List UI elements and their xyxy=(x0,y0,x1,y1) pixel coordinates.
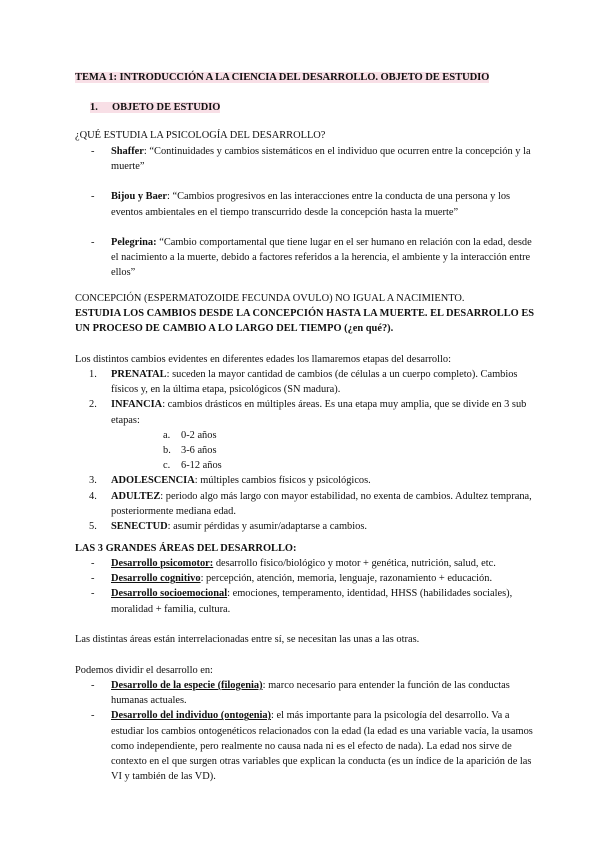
document-title xyxy=(75,69,535,86)
definition-item: - Shaffer: “Continuidades y cambios sistemáticos en el individuo que ocurren entre la concepción y la muerte” xyxy=(75,144,535,174)
definition-text: “Continuidades y cambios sistemáticos en el individuo que ocurren entre la concepción y la muerte” xyxy=(111,146,531,173)
area-item: - Desarrollo socioemocional: emociones, temperamento, identidad, HHSS (habilidades sociales), moralidad + familia, cultura. xyxy=(75,586,535,616)
stage-item: 4. ADULTEZ: periodo algo más largo con mayor estabilidad, no exenta de cambios. Adultez temprana, posteriormente mediana edad. xyxy=(89,490,532,517)
definition-author: Bijou y Baer xyxy=(111,191,167,203)
title-highlight: TEMA 1: INTRODUCCIÓN A LA CIENCIA DEL DESARROLLO. OBJETO DE ESTUDIO xyxy=(75,72,490,83)
division-list xyxy=(75,678,535,784)
area-name: Desarrollo socioemocional xyxy=(111,588,228,600)
area-item: - Desarrollo cognitivo: percepción, atención, memoria, lenguaje, razonamiento + educación. xyxy=(75,571,535,586)
area-name: Desarrollo psicomotor: xyxy=(111,558,214,569)
definitions-list xyxy=(75,144,535,295)
substages-list xyxy=(111,428,535,474)
concepcion-note: CONCEPCIÓN (ESPERMATOZOIDE FECUNDA OVULO) NO IGUAL A NACIMIENTO. xyxy=(75,293,465,304)
substage-item: a. 0-2 años xyxy=(163,429,217,441)
substage-item: b. 3-6 años xyxy=(163,445,217,457)
stage-item: 5. SENECTUD: asumir pérdidas y asumir/adaptarse a cambios. xyxy=(89,521,367,533)
division-name: Desarrollo de la especie (filogenia) xyxy=(111,680,263,691)
division-item: - Desarrollo de la especie (filogenia): marco necesario para entender la función de las conductas humanas actuales. xyxy=(75,678,535,708)
stage-name: SENECTUD xyxy=(111,521,168,533)
section-heading-objeto xyxy=(75,100,550,115)
question-heading: ¿QUÉ ESTUDIA LA PSICOLOGÍA DEL DESARROLLO? xyxy=(75,130,326,141)
definition-text: “Cambios progresivos en las interacciones entre la conducta de una persona y los eventos ambientales en el tiempo transcurrido desde la concepción hasta la muerte” xyxy=(111,191,511,218)
interrelation-note: Las distintas áreas están interrelacionadas entre sí, se necesitan las unas a las otras. xyxy=(75,634,420,645)
division-item: - Desarrollo del individuo (ontogenia): el más importante para la psicología del desarrollo. Va a estudiar los cambios ontogenéticos relacionados con la edad (la edad es una variable vacía, la usamos como independiente, pero realmente no causa nada ni es el efecto de nada). La edad nos sirve de contexto en el que surgen otras variables que explican la conducta (es un índice de la aparición de las VI y también de las VD). xyxy=(75,708,535,784)
areas-list xyxy=(75,556,535,617)
definition-author: Pelegrina: xyxy=(111,236,157,248)
division-name: Desarrollo del individuo (ontogenia) xyxy=(111,710,272,722)
definition-item: - Bijou y Baer: “Cambios progresivos en las interacciones entre la conducta de una persona y los eventos ambientales en el tiempo transcurrido desde la concepción hasta la muerte” xyxy=(75,189,535,219)
stage-name: PRENATAL xyxy=(111,369,167,380)
definition-item xyxy=(75,235,535,281)
definition-text: “Cambio comportamental que tiene lugar en el ser humano en relación con la edad, desde el nacimiento a la muerte, debido a factores referidos a la herencia, el ambiente y la interacción entre ellos” xyxy=(111,236,532,279)
section-heading-highlight: 1. OBJETO DE ESTUDIO xyxy=(90,102,221,113)
division-intro: Podemos dividir el desarrollo en: xyxy=(75,665,213,676)
area-item: - Desarrollo psicomotor: desarrollo físico/biológico y motor + genética, nutrición, salud, etc. xyxy=(75,556,535,571)
area-name: Desarrollo cognitivo xyxy=(111,573,201,585)
areas-heading: LAS 3 GRANDES ÁREAS DEL DESARROLLO: xyxy=(75,543,297,554)
stage-item: 3. ADOLESCENCIA: múltiples cambios físicos y psicológicos. xyxy=(89,475,371,487)
stage-name: ADOLESCENCIA xyxy=(111,475,195,487)
stages-list xyxy=(75,367,535,534)
substage-item: c. 6-12 años xyxy=(163,460,222,472)
stage-item: 2. INFANCIA: cambios drásticos en múltiples áreas. Es una etapa muy amplia, que se divide en 3 sub etapas: a. 0-2 años b. 3-6 años c. 6-12 años xyxy=(75,397,535,473)
definition-author: Shaffer xyxy=(111,146,144,157)
estudia-statement: ESTUDIA LOS CAMBIOS DESDE LA CONCEPCIÓN HASTA LA MUERTE. EL DESARROLLO ES UN PROCESO DE CAMBIO A LO LARGO DEL TIEMPO (¿en qué?). xyxy=(75,308,535,335)
stages-intro: Los distintos cambios evidentes en diferentes edades los llamaremos etapas del desarrollo: xyxy=(75,354,451,365)
stage-item: 1. PRENATAL: suceden la mayor cantidad de cambios (de células a un cuerpo completo). Cambios físicos y, en la última etapa, psicológicos (SN madura). xyxy=(89,369,518,396)
stage-name: ADULTEZ xyxy=(111,490,161,502)
stage-name: INFANCIA xyxy=(111,399,163,411)
